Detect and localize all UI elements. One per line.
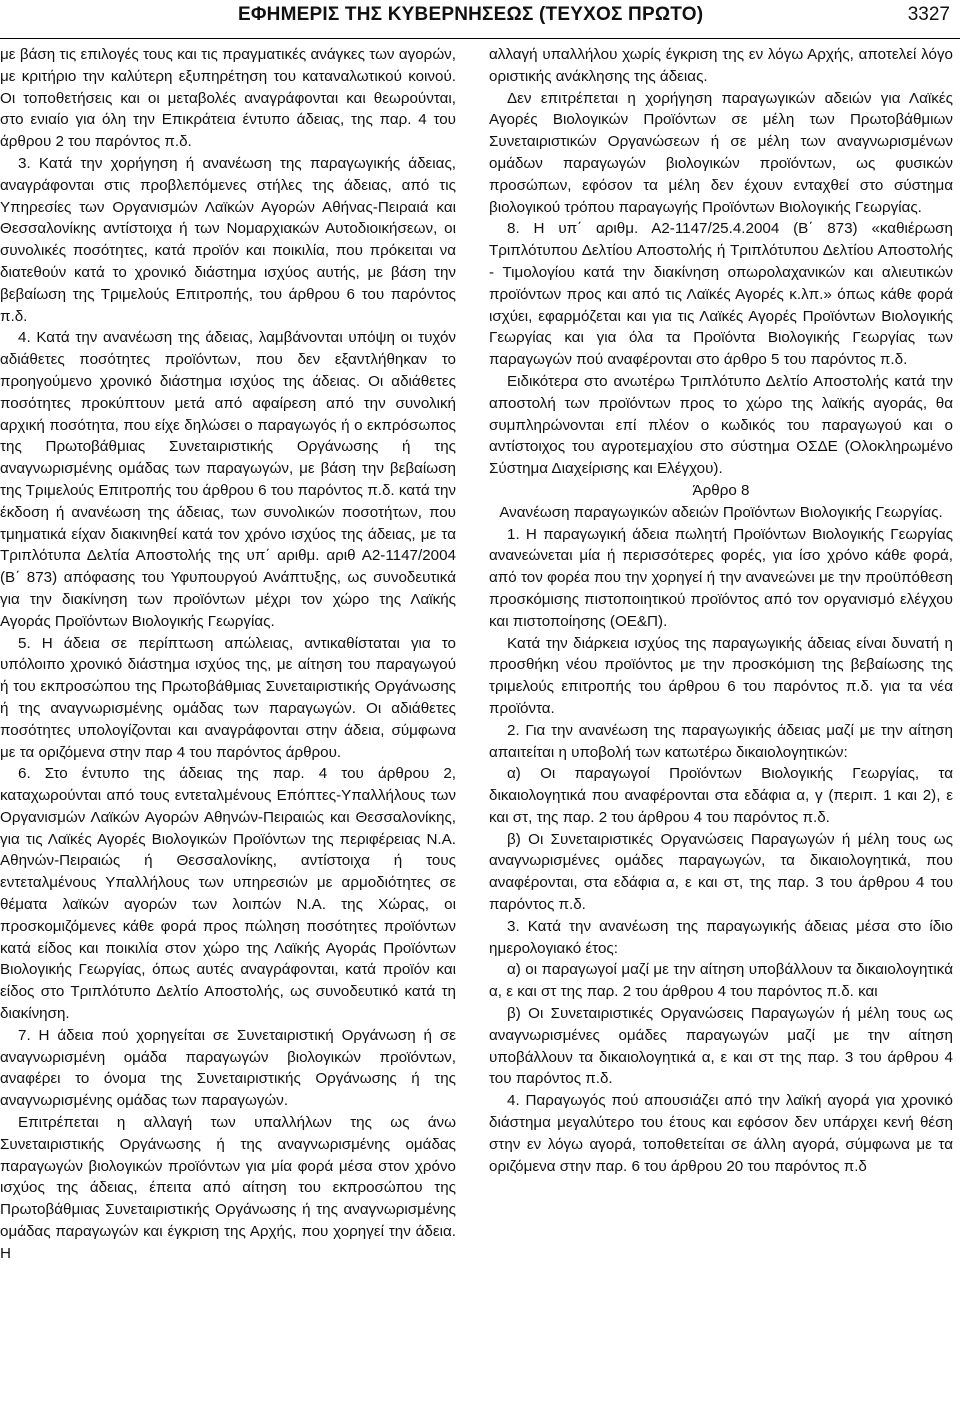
paragraph: 4. Κατά την ανανέωση της άδειας, λαμβάνονται υπόψη οι τυχόν αδιάθετες ποσότητες προϊόντων, που δεν εξαντλήθηκαν το προηγούμενο χρονικό διάστημα ισχύος της άδειας. Οι αδιάθετες ποσότητες προκύπτουν μετά από αφαίρεση από την συνολική αρχική ποσότητα, που είχε δηλώσει ο παραγωγός ή ο εκπρόσωπος της Πρωτοβάθμιας Συνεταιριστικής Οργάνωσης ή της αναγνωρισμένης ομάδας των παραγωγών, με βάση την βεβαίωση της Τριμελούς Επιτροπής του άρθρου 6 του παρόντος π.δ. κατά την έκδοση ή ανανέωση της άδειας, των συνολικών ποσοτήτων, που τμηματικά είχαν διακινηθεί κατά τον χρόνο ισχύος της άδειας, με τα Τριπλότυπα Δελτία Αποστολής της υπ΄ αριθμ. αριθ Α2-1147/2004 (Β΄ 873) απόφασης του Υφυπουργού Ανάπτυξης, ως συνοδευτικά για την διακίνηση των προϊόντων μέχρι τον χώρο της Λαϊκής Αγοράς Προϊόντων Βιολογικής Γεωργίας. — [0, 329, 456, 630]
paragraph: με βάση τις επιλογές τους και τις πραγματικές ανάγκες των αγορών, με κριτήριο την καλύτερη εξυπηρέτηση του καταναλωτικού κοινού. Οι τοποθετήσεις και οι μεταβολές αναγράφονται και θεωρούνται, στο ενιαίο για όλη την Επικράτεια έντυπο άδειας, της παρ. 4 του άρθρου 2 του παρόντος π.δ. — [0, 46, 456, 151]
paragraph: 8. Η υπ΄ αριθμ. Α2-1147/25.4.2004 (Β΄ 873) «καθιέρωση Τριπλότυπου Δελτίου Αποστολής ή Τριπλότυπου Δελτίου Αποστολής - Τιμολογίου κατά την διακίνηση οπωρολαχανικών και αλιευτικών προϊόντων προς και από τις Λαϊκές Αγορές κ.λπ.» όπως κάθε φορά ισχύει, εφαρμόζεται και για τις Λαϊκές Αγορές Προϊόντων Βιολογικής Γεωργίας και για όλα τα Προϊόντα Βιολογικής Γεωργίας των παραγωγών πού αναφέρονται στο άρθρο 5 του παρόντος π.δ. — [489, 220, 953, 369]
right-column — [489, 44, 953, 1177]
paragraph: αλλαγή υπαλλήλου χωρίς έγκριση της εν λόγω Αρχής, αποτελεί λόγο οριστικής ανάκλησης της άδειας. — [489, 46, 953, 85]
paragraph: Δεν επιτρέπεται η χορήγηση παραγωγικών αδειών για Λαϊκές Αγορές Βιολογικών Προϊόντων σε μέλη των Πρωτοβάθμιων Συνεταιριστικών Οργανώσεων ή σε μέλη των αναγνωρισμένων ομάδων παραγωγών βιολογικών προϊόντων, ως φυσικών προσώπων, εφόσον τα μέλη δεν έχουν ενταχθεί στο σύστημα βιολογικού τρόπου παραγωγής Προϊόντων Βιολογικής Γεωργίας. — [489, 89, 953, 216]
gazette-title: ΕΦΗΜΕΡΙΣ ΤΗΣ ΚΥΒΕΡΝΗΣΕΩΣ (ΤΕΥΧΟΣ ΠΡΩΤΟ) — [238, 4, 704, 25]
paragraph: α) οι παραγωγοί μαζί με την αίτηση υποβάλλουν τα δικαιολογητικά α, ε και στ της παρ. 2 του άρθρου 4 του παρόντος π.δ. και — [489, 961, 953, 1001]
paragraph: α) Οι παραγωγοί Προϊόντων Βιολογικής Γεωργίας, τα δικαιολογητικά που αναφέρονται στα εδάφια α, γ (περιπ. 1 και 2), ε και στ, της παρ. 2 του άρθρου 4 του παρόντος π.δ. — [489, 765, 953, 826]
paragraph: β) Οι Συνεταιριστικές Οργανώσεις Παραγωγών ή μέλη τους ως αναγνωρισμένες ομάδες παραγωγών μαζί με την αίτηση υποβάλλουν τα δικαιολογητικά α, ε και στ της παρ. 3 του άρθρου 4 του παρόντος π.δ. — [489, 1005, 953, 1088]
article-title: Άρθρο 8 — [692, 481, 750, 499]
paragraph: 2. Για την ανανέωση της παραγωγικής άδειας μαζί με την αίτηση απαιτείται η υποβολή των κατωτέρω δικαιολογητικών: — [489, 721, 953, 761]
paragraph: 3. Κατά την ανανέωση της παραγωγικής άδειας μέσα στο ίδιο ημερολογιακό έτος: — [489, 917, 953, 957]
paragraph: Επιτρέπεται η αλλαγή των υπαλλήλων της ως άνω Συνεταιριστικής Οργάνωσης ή της αναγνωρισμένης ομάδας παραγωγών βιολογικών προϊόντων για μία φορά μέσα στον χρόνο ισχύος της άδειας, έπειτα από αίτηση του εκπροσώπου της Πρωτοβάθμιας Συνεταιριστικής Οργάνωσης ή της αναγνωρισμένης ομάδας παραγωγών και έγκριση της Αρχής, που χορηγεί την άδεια. Η — [0, 1114, 456, 1262]
paragraph: Κατά την διάρκεια ισχύος της παραγωγικής άδειας είναι δυνατή η προσθήκη νέου προϊόντος με την προσκόμιση της βεβαίωσης της τριμελούς επιτροπής του άρθρου 6 του παρόντος π.δ. για τα νέα προϊόντα. — [489, 634, 953, 717]
left-column — [0, 44, 456, 1265]
paragraph: Ειδικότερα στο ανωτέρω Τριπλότυπο Δελτίο Αποστολής κατά την αποστολή των προϊόντων προς το χώρο της λαϊκής αγοράς, θα συμπληρώνονται επί πλέον ο κωδικός του παραγωγού και ο αντίστοιχος του αγροτεμαχίου στο σύστημα ΟΣΔΕ (Ολοκληρωμένο Σύστημα Διαχείρισης και Ελέγχου). — [489, 372, 953, 478]
page-number: 3327 — [907, 4, 950, 25]
paragraph: 6. Στο έντυπο της άδειας της παρ. 4 του άρθρου 2, καταχωρούνται από τους εντεταλμένους Επόπτες-Υπαλλήλους των Οργανισμών Λαϊκών Αγορών Αθηνών-Πειραιώς και Θεσσαλονίκης, για τις Λαϊκές Αγορές Βιολογικών Προϊόντων της περιφέρειας Ν.Α. Αθηνών-Πειραιώς ή Θεσσαλονίκης, αντίστοιχα ή τους εντεταλμένους Υπαλλήλους των υπηρεσιών με αρμοδιότητες σε θέματα λαϊκών αγορών των λοιπών Ν.Α. της Χώρας, οι προσκομιζόμενες κάθε φορά προς πώληση ποσότητες προϊόντων κατά είδος και ποικιλία στον χώρο της Λαϊκής Αγοράς Προϊόντων Βιολογικής Γεωργίας, όπως αυτές αναγράφονται, κατά προϊόν και είδος στο Τριπλότυπο Δελτίο Αποστολής, ως συνοδευτικό κατά τη διακίνηση. — [0, 765, 456, 1023]
paragraph: 4. Παραγωγός πού απουσιάζει από την λαϊκή αγορά για χρονικό διάστημα μεγαλύτερο του έτους και εφόσον δεν υπάρχει κενή θέση στην εν λόγω αγορά, τοποθετείται σε άλλη αγορά, σύμφωνα με τα οριζόμενα στην παρ. 6 του άρθρου 20 του παρόντος π.δ — [489, 1092, 953, 1175]
article-subtitle: Ανανέωση παραγωγικών αδειών Προϊόντων Βιολογικής Γεωργίας. — [499, 503, 943, 521]
paragraph: 5. Η άδεια σε περίπτωση απώλειας, αντικαθίσταται για το υπόλοιπο χρονικό διάστημα ισχύος της, με αίτηση του παραγωγού ή του εκπροσώπου της Πρωτοβάθμιας Συνεταιριστικής Οργάνωσης ή της αναγνωρισμένης ομάδας των παραγωγών. Οι αδιάθετες ποσότητες υπολογίζονται και αναγράφονται στην άδεια, σύμφωνα με τα οριζόμενα στην παρ 4 του παρόντος άρθρου. — [0, 634, 456, 761]
paragraph: 3. Κατά την χορήγηση ή ανανέωση της παραγωγικής άδειας, αναγράφονται στις προβλεπόμενες στήλες της άδειας, από τις Υπηρεσίες των Οργανισμών Λαϊκών Αγορών Αθήνας-Πειραιά και Θεσσαλονίκης αντίστοιχα ή των Νομαρχιακών Αυτοδιοικήσεων, οι συνολικές ποσότητες, κατά προϊόν και ποικιλία, που πρόκειται να διατεθούν κατά το χρονικό διάστημα ισχύος αυτής, με βάση την βεβαίωση της Τριμελούς Επιτροπής, του άρθρου 6 του παρόντος π.δ. — [0, 154, 456, 325]
paragraph: β) Οι Συνεταιριστικές Οργανώσεις Παραγωγών ή μέλη τους ως αναγνωρισμένες ομάδες παραγωγών, τα δικαιολογητικά, που αναφέρονται, στα εδάφια α, ε και στ, της παρ. 3 του άρθρου 4 του παρόντος π.δ. — [489, 830, 953, 914]
paragraph: 7. Η άδεια πού χορηγείται σε Συνεταιριστική Οργάνωση ή σε αναγνωρισμένη ομάδα παραγωγών βιολογικών προϊόντων, αναφέρει το όνομα της Συνεταιριστικής Οργάνωσης ή της αναγνωρισμένης ομάδας των παραγωγών. — [0, 1026, 456, 1110]
page-header — [0, 0, 960, 39]
paragraph: 1. Η παραγωγική άδεια πωλητή Προϊόντων Βιολογικής Γεωργίας ανανεώνεται μία ή περισσότερες φορές, για ίσο χρόνο κάθε φορά, από τον φορέα που την χορηγεί ή την ανανεώνει με την προϋπόθεση προσκόμισης πιστοποιητικού προϊόντος από τον οργανισμό ελέγχου και πιστοποίησης (ΟΕ&Π). — [489, 525, 953, 630]
